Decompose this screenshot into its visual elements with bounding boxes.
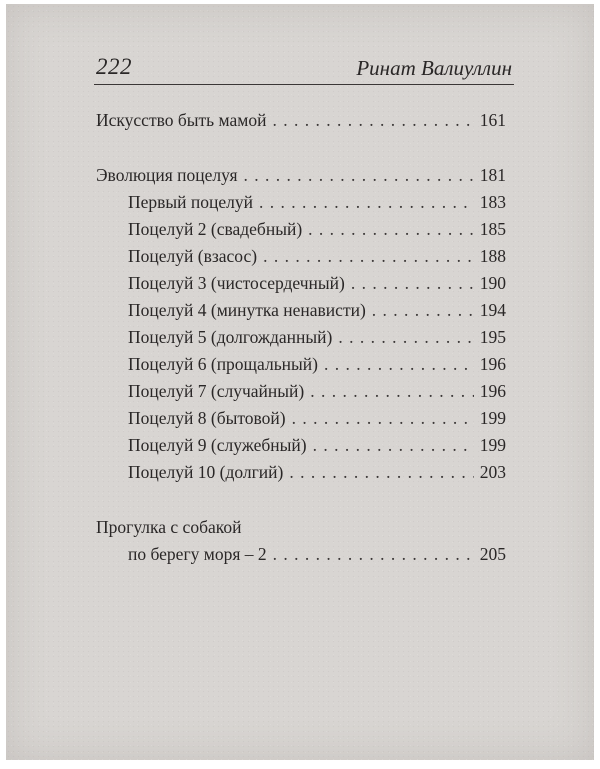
toc-subentry [96, 270, 506, 297]
toc-entry [96, 541, 506, 568]
dot-leader [372, 297, 474, 324]
dot-leader [313, 432, 474, 459]
toc-subentry-page: 196 [479, 354, 506, 374]
toc-subentry [96, 432, 506, 459]
toc-subentry-title: Поцелуй 7 (случайный) [128, 381, 305, 401]
toc-subentry-title: Поцелуй 5 (долгожданный) [128, 327, 333, 347]
toc-entry-page: 205 [479, 544, 506, 564]
toc-subentry [96, 405, 506, 432]
toc-entry [96, 107, 506, 134]
toc-subentry-page: 190 [479, 273, 506, 293]
toc-subentry-title: Первый поцелуй [128, 192, 254, 212]
dot-leader [324, 351, 474, 378]
toc-section-heading [96, 162, 506, 189]
dot-leader [273, 541, 474, 568]
table-of-contents [96, 107, 506, 568]
toc-subentry [96, 324, 506, 351]
dot-leader [308, 216, 474, 243]
page-number: 222 [96, 54, 132, 79]
toc-subentry-page: 199 [479, 408, 506, 428]
toc-subentry-page: 194 [479, 300, 506, 320]
toc-subentry [96, 351, 506, 378]
toc-entry-title-continued: по берегу моря – 2 [128, 544, 267, 564]
author-name: Ринат Валиуллин [356, 56, 512, 80]
book-page [6, 4, 594, 760]
toc-subentry-title: Поцелуй 10 (долгий) [128, 462, 284, 482]
toc-subentry [96, 459, 506, 486]
toc-subentry-title: Поцелуй 4 (минутка ненависти) [128, 300, 366, 320]
spacer [96, 486, 506, 514]
toc-subentry-title: Поцелуй 9 (служебный) [128, 435, 307, 455]
toc-subentry-title: Поцелуй 8 (бытовой) [128, 408, 286, 428]
toc-subentry [96, 378, 506, 405]
toc-subentry [96, 243, 506, 270]
toc-entry-page: 161 [479, 110, 506, 130]
toc-subentry-page: 185 [479, 219, 506, 239]
dot-leader [259, 189, 474, 216]
toc-subentry [96, 216, 506, 243]
toc-subentry [96, 189, 506, 216]
dot-leader [289, 459, 473, 486]
toc-entry-page: 181 [479, 165, 506, 185]
toc-subentry-title: Поцелуй (взасос) [128, 246, 258, 266]
dot-leader [292, 405, 474, 432]
dot-leader [338, 324, 473, 351]
toc-subentry-page: 195 [479, 327, 506, 347]
toc-entry-title: Прогулка с собакой [96, 517, 242, 537]
dot-leader [244, 162, 474, 189]
toc-subentry [96, 297, 506, 324]
toc-entry-title: Эволюция поцелуя [96, 165, 238, 185]
toc-subentry-page: 203 [479, 462, 506, 482]
toc-subentry-title: Поцелуй 3 (чистосердечный) [128, 273, 345, 293]
toc-subentry-title: Поцелуй 2 (свадебный) [128, 219, 303, 239]
dot-leader [272, 107, 473, 134]
toc-entry-title-line [96, 514, 506, 541]
dot-leader [310, 378, 474, 405]
toc-subentry-title: Поцелуй 6 (прощальный) [128, 354, 318, 374]
toc-entry-title: Искусство быть мамой [96, 110, 267, 130]
running-head [94, 50, 514, 85]
dot-leader [263, 243, 474, 270]
toc-subentry-page: 188 [479, 246, 506, 266]
toc-subentry-page: 196 [479, 381, 506, 401]
toc-subentry-page: 199 [479, 435, 506, 455]
toc-subentry-page: 183 [479, 192, 506, 212]
dot-leader [351, 270, 474, 297]
spacer [96, 134, 506, 162]
